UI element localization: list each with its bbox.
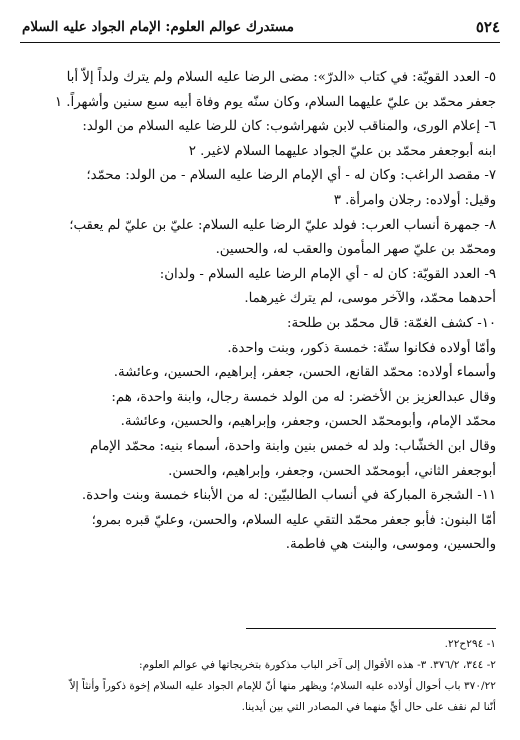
body-line: وقال ابن الخشّاب: ولد له خمس بنين وابنة واحدة، أسماء بنيه: محمّد الإمام [89,438,496,454]
page-number: ٥٢٤ [475,18,500,36]
body-line: ٩- العدد القويّة: كان له - أي الإمام الرضا عليه السلام - ولدان: [159,266,496,282]
body-line: ومحمّد بن عليّ صهر المأمون والعقب له، والحسين. [215,242,496,258]
footnote-line: ٣٧٠/٢٢ باب أحوال أولاده عليه السلام؛ ويظهر منها أنّ للإمام الجواد عليه السلام إخوة ذكوراً وأنثاً إلاّ [69,680,496,692]
body-line: ٧- مقصد الراغب: وكان له - أي الإمام الرضا عليه السلام - من الولد: محمّد؛ [86,168,496,184]
body-line: ٨- جمهرة أنساب العرب: فولد عليّ الرضا عليه السلام: عليّ بن عليّ لم يعقب؛ [69,217,496,233]
body-line: جعفر محمّد بن عليّ عليهما السلام، وكان سنّه يوم وفاة أبيه سبع سنين وأشهراً. ١ [54,94,496,110]
body-line: محمّد الإمام، وأبومحمّد الحسن، وجعفر، وإبراهيم، والحسين، وعائشة. [120,414,496,430]
body-line: وأسماء أولاده: محمّد القانع، الحسن، جعفر، إبراهيم، الحسين، وعائشة. [113,365,496,381]
body-line: أحدهما محمّد، والآخر موسى، لم يترك غيرهما. [244,291,496,307]
page-header [22,14,500,40]
header-rule [20,42,500,43]
body-line: ١١- الشجرة المباركة في أنساب الطالبيّين: له من الأبناء خمسة وبنت واحدة. [81,488,496,504]
footnote-separator [246,628,496,629]
body-line: ١٠- كشف الغمّة: قال محمّد بن طلحة: [286,315,496,331]
body-line: والحسين، وموسى، والبنت هي فاطمة. [285,537,496,553]
body-line: وقيل: أولاده: رجلان وامرأة. ٣ [333,192,496,208]
footnote-line: أنّنا لم نقف على حال أيٍّ منهما في المصادر التي بين أيدينا. [241,701,496,713]
body-line: وأمّا أولاده فكانوا ستّة: خمسة ذكور، وبنت واحدة. [227,340,496,356]
body-line: وقال عبدالعزيز بن الأخضر: له من الولد خمسة رجال، وابنة واحدة، هم: [111,389,496,405]
footnote-line: ٢- ٣٤٤، ٣٧٦/٢. ٣- هذه الأقوال إلى آخر الباب مذكورة بتخريجاتها في عوالم العلوم: [139,659,496,671]
footnotes [22,634,496,718]
running-title: مستدرك عوالم العلوم: الإمام الجواد عليه السلام [22,19,294,35]
body-line: أبوجعفر الثاني، أبومحمّد الحسن، وجعفر، وإبراهيم، والحسن. [168,463,496,479]
body-line: أمّا البنون: فأبو جعفر محمّد التقي عليه السلام، والحسن، وعليّ قبره بمرو؛ [91,512,496,528]
body-line: ٦- إعلام الورى، والمناقب لابن شهراشوب: كان للرضا عليه السلام من الولد: [82,119,496,135]
body-line: ابنه أبوجعفر محمّد بن عليّ الجواد عليهما السلام لاغير. ٢ [188,143,496,159]
body-text [22,66,496,558]
footnote-line: ١- ٢٩٤ح٢٢. [444,638,496,650]
body-line: ٥- العدد القويّة: في كتاب «الدرّ»: مضى الرضا عليه السلام ولم يترك ولداً إلاّ أبا [66,70,496,85]
